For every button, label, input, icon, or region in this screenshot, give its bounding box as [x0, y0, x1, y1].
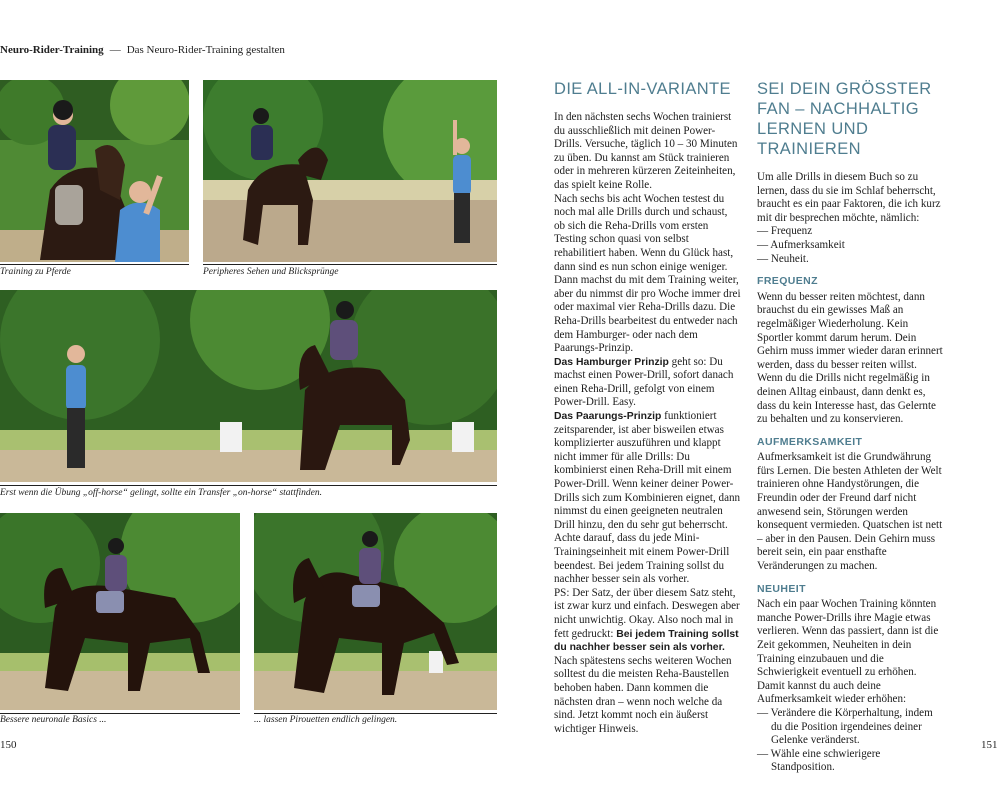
- text-column-fan: [757, 79, 943, 775]
- caption-rule-1: [0, 264, 189, 265]
- paragraph: Nach spätestens sechs weiteren Wochen solltest du die meisten Reha-Baustellen behoben haben. Dann kommen die nächsten dran – wenn noch welche da sind. Jetzt kommt noch ein äußerst wichtiger Hinweis.: [554, 654, 732, 735]
- chapter-title: Das Neuro-Rider-Training gestalten: [126, 44, 285, 56]
- paragraph-text: geht so: Du machst einen Power-Drill, sofort danach einen Reha-Drill, gefolgt von einem Power-Drill. Easy.: [554, 355, 734, 409]
- paragraph-ps: [554, 587, 741, 655]
- caption-peripheral-vision: Peripheres Sehen und Blicksprünge: [203, 267, 339, 277]
- paragraph: Nach ein paar Wochen Training könnten manche Power-Drills ihre Magie etwas verlieren. Wenn das passiert, dann ist die Zeit gekommen, Neuheiten in dein Training einzubauen und die Schwierigkeit eventuell zu erhöhen. Damit kannst du auch deine Aufmerksamkeit wieder erhöhen:: [757, 598, 939, 706]
- paragraph: Wenn du besser reiten möchtest, dann brauchst du ein gewisses Maß an regelmäßiger Wiederholung. Kein Sportler kommt darum herum. Dein Gehirn muss immer wieder daran erinnert werden, dass du besser reiten willst. Wenn du die Drills nicht regelmäßig in deinen Alltag einbaust, dann denkt es, dass du kein Interesse hast, das Gelernte zu behalten und zu konservieren.: [757, 290, 943, 426]
- paragraph-paarung: [554, 410, 741, 587]
- paragraph: Aufmerksamkeit ist die Grundwährung fürs Lernen. Die besten Athleten der Welt trainieren ohne Handystörungen, die Freundin oder der Freund darf nicht anwesend sein, Störungen werden konsequent vermieden. Quatschen ist nett – aber in den Pausen. Dein Gehirn muss bereit sein, ein paar ensthafte Veränderungen zu machen.: [757, 451, 943, 573]
- heading-frequenz: FREQUENZ: [757, 275, 818, 288]
- running-header: [0, 44, 285, 56]
- heading-aufmerksamkeit: AUFMERKSAMKEIT: [757, 435, 863, 448]
- list-item: — Verändere die Körperhaltung, indem du die Position irgendeines deiner Gelenke veränderst.: [757, 706, 933, 747]
- caption-rule-4: [0, 713, 240, 714]
- header-separator: —: [109, 44, 121, 56]
- text-column-all-in: [554, 79, 741, 736]
- page-number-right: 151: [981, 739, 998, 751]
- photo-peripheral-vision: [203, 80, 497, 262]
- photo-off-horse-transfer: [0, 290, 497, 482]
- list-item: — Aufmerksamkeit: [757, 238, 845, 251]
- paragraph: In den nächsten sechs Wochen trainierst du ausschließlich mit deinen Power-Drills. Versuche, täglich 10 – 30 Minuten zu üben. Du kannst am Stück trainieren oder in mehreren kürzeren Zeiteinheiten, das spielt keine Rolle.: [554, 111, 738, 191]
- caption-training-on-horse: Training zu Pferde: [0, 267, 71, 277]
- heading-neuheit: NEUHEIT: [757, 582, 806, 595]
- paragraph-hamburger: [554, 356, 741, 410]
- page-number-left: 150: [0, 739, 17, 751]
- factor-list: [757, 225, 943, 266]
- photo-training-on-horse: [0, 80, 189, 262]
- list-item: — Frequenz: [757, 225, 813, 238]
- heading-sei-dein-groesster-fan: SEI DEIN GRÖSSTER FAN – NACHHALTIG LERNEN UND TRAINIEREN: [757, 80, 932, 158]
- paragraph-text: PS: Der Satz, der über diesem Satz steht, ist zwar kurz und einfach. Deswegen aber nicht unwichtig. Okay. Also noch mal in fett gedruckt:: [554, 586, 740, 640]
- paragraph-text: funktioniert zeitsparender, ist aber bisweilen etwas komplizierter auszuführen und klappt nicht immer für alle Drills: Du kombinierst einen Reha-Drill mit einem Power-Drill. Wenn keiner deiner Power-Drills sich zum Kombinieren eignet, dann nimmst du einen geeigneten neutralen Drill hinzu, den du sehr gut beherrscht. Achte darauf, dass du jede Mini-Trainingseinheit mit einem Power-Drill beendest. Bei jedem Training sollst du nachher besser sein als vorher.: [554, 410, 741, 586]
- caption-neuronal-basics: Bessere neuronale Basics ...: [0, 715, 107, 725]
- book-title: Neuro-Rider-Training: [0, 44, 104, 56]
- list-item: — Neuheit.: [757, 252, 809, 265]
- caption-off-horse-transfer: Erst wenn die Übung „off-horse“ gelingt, sollte ein Transfer „on-horse“ stattfinden.: [0, 488, 322, 498]
- bold-statement: Bei jedem Training sollst du nachher besser sein als vorher.: [554, 628, 739, 654]
- photo-neuronal-basics: [0, 513, 240, 710]
- caption-rule-5: [254, 713, 497, 714]
- term-paarung: Das Paarungs-Prinzip: [554, 411, 662, 423]
- caption-rule-3: [0, 485, 497, 486]
- caption-pirouettes: ... lassen Pirouetten endlich gelingen.: [254, 715, 398, 725]
- photo-pirouettes: [254, 513, 497, 710]
- term-hamburger: Das Hamburger Prinzip: [554, 356, 669, 368]
- paragraph: Dann machst du mit dem Training weiter, aber du nimmst dir pro Woche immer drei oder maximal vier Reha-Drills dazu. Die Reha-Drills bearbeitest du entweder nach dem Hamburger- oder nach dem Paarungs-Prinzip.: [554, 274, 741, 355]
- neuheit-list: [757, 707, 943, 775]
- list-item: — Wähle eine schwierigere Standposition.: [757, 747, 881, 774]
- paragraph: Nach sechs bis acht Wochen testest du noch mal alle Drills durch und schaust, ob sich die Reha-Drills vom ersten Testing schon quasi von selbst rehabilitiert haben. Wenn du Glück hast, dann sind es nun schon einige weniger.: [554, 192, 734, 273]
- heading-all-in-variante: DIE ALL-IN-VARIANTE: [554, 80, 731, 98]
- caption-rule-2: [203, 264, 497, 265]
- paragraph: Um alle Drills in diesem Buch so zu lernen, dass du sie im Schlaf beherrscht, braucht es ein paar Faktoren, die ich kurz mit dir besprechen möchte, nämlich:: [757, 171, 941, 224]
